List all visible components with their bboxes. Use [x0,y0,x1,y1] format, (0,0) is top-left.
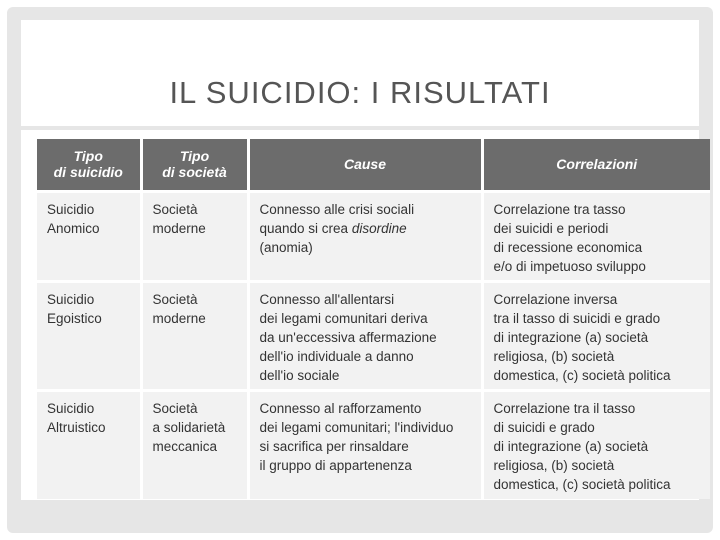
results-table-wrap [37,139,710,496]
cell-tipo-societa: Società moderne [141,191,248,281]
cell-correlazioni: Correlazione tra il tasso di suicidi e grado di integrazione (a) società religiosa, (b) società domestica, (c) società politica [482,390,710,499]
slide-title: IL SUICIDIO: I RISULTATI [169,75,551,110]
title-box [21,20,699,126]
cell-tipo-suicidio: Suicidio Altruistico [37,390,141,499]
table-row [37,390,710,499]
cell-correlazioni: Correlazione inversa tra il tasso di suicidi e grado di integrazione (a) società religiosa, (b) società domestica, (c) società politica [482,281,710,390]
header-cause: Cause [248,139,482,191]
table-header-row [37,139,710,191]
cell-tipo-suicidio: Suicidio Anomico [37,191,141,281]
cell-correlazioni: Correlazione tra tasso dei suicidi e periodi di recessione economica e/o di impetuoso sviluppo [482,191,710,281]
cell-tipo-societa: Società a solidarietà meccanica [141,390,248,499]
table-row [37,191,710,281]
header-correlazioni: Correlazioni [482,139,710,191]
cell-tipo-societa: Società moderne [141,281,248,390]
header-tipo-societa: Tipo di società [141,139,248,191]
table-row [37,281,710,390]
cell-cause: Connesso alle crisi sociali quando si crea disordine (anomia) [248,191,482,281]
cell-tipo-suicidio: Suicidio Egoistico [37,281,141,390]
cell-cause: Connesso al rafforzamento dei legami comunitari; l'individuo si sacrifica per rinsaldare il gruppo di appartenenza [248,390,482,499]
header-tipo-suicidio: Tipo di suicidio [37,139,141,191]
italic-disordine: disordine [351,220,407,236]
cell-cause: Connesso all'allentarsi dei legami comunitari deriva da un'eccessiva affermazione dell'io individuale a danno dell'io sociale [248,281,482,390]
results-table [37,139,710,499]
